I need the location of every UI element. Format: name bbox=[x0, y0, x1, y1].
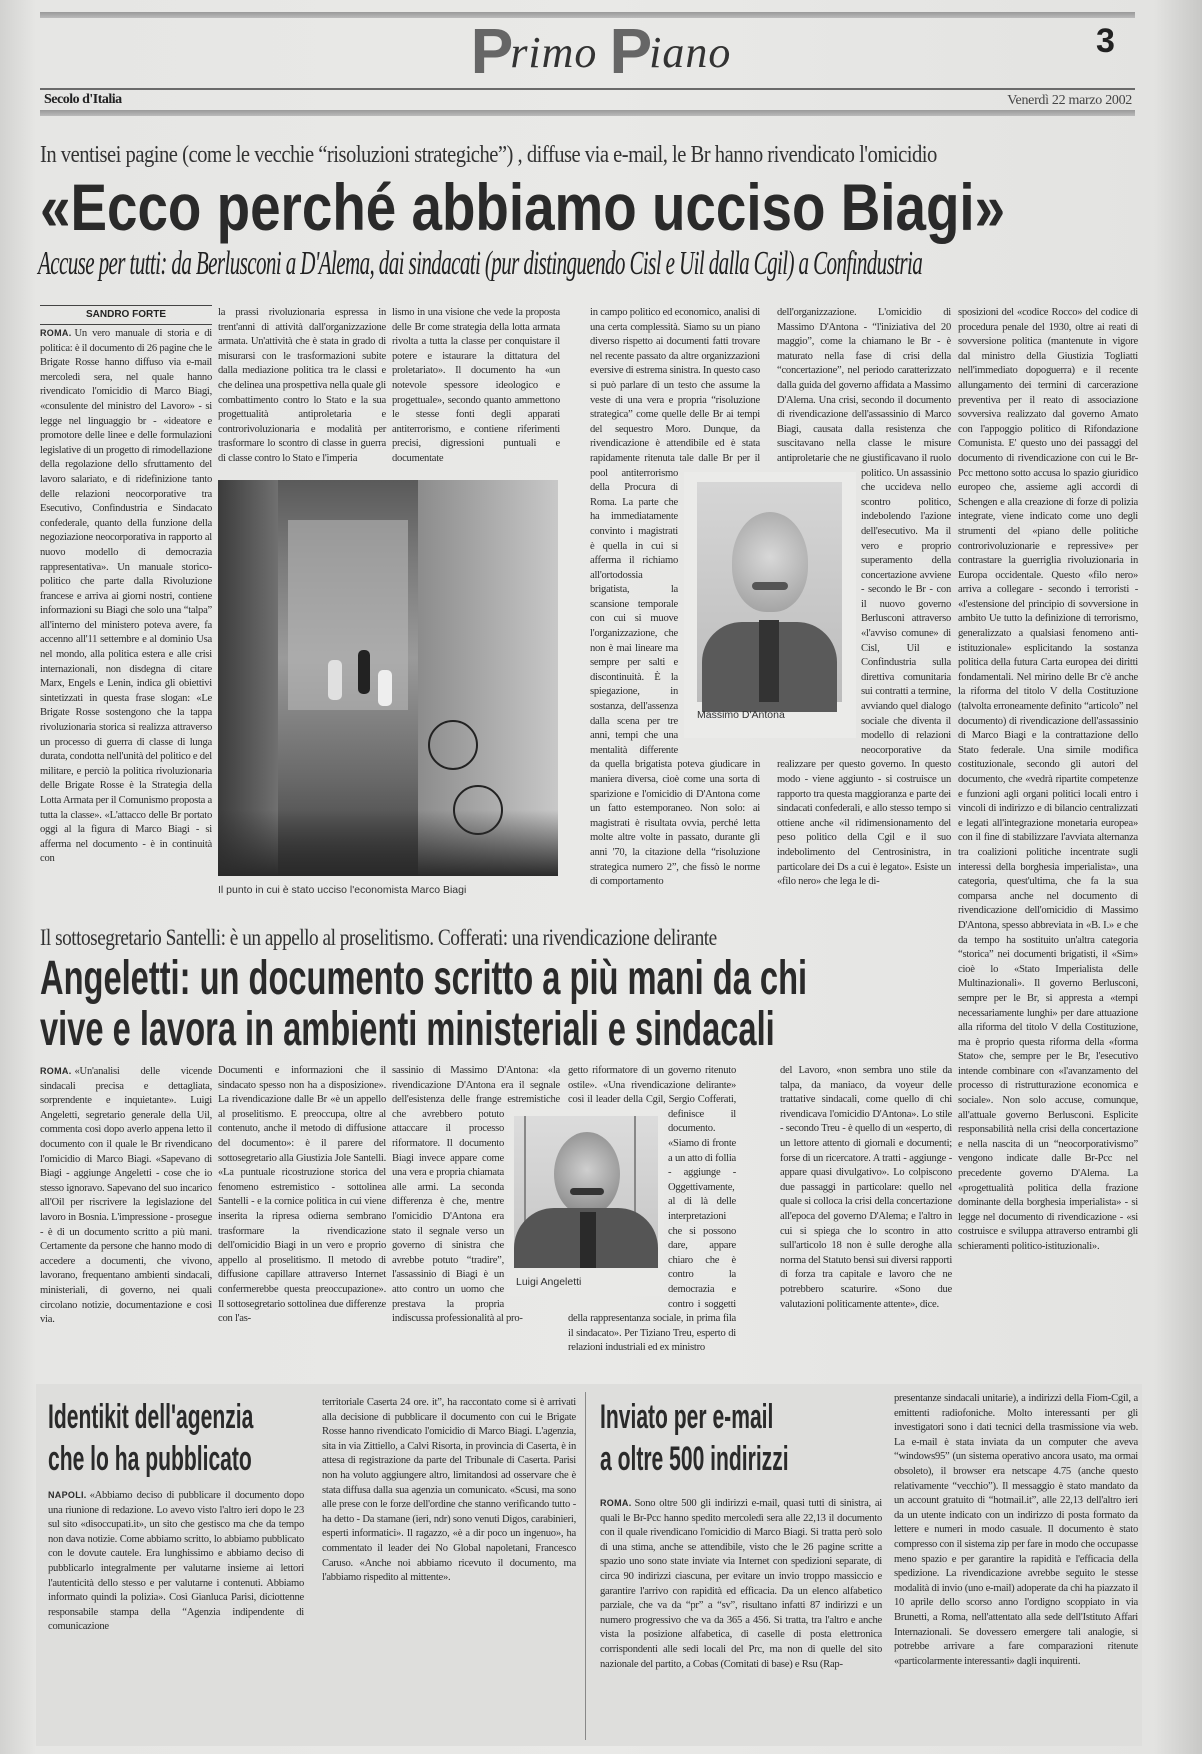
section-title bbox=[0, 15, 1202, 87]
column-text: territoriale Caserta 24 ore. it”, ha raccontato come si è arrivati alla decisione di pubblicare il documento con cui le Brigate Rosse hanno rivendicato l'omicidio di Marco Biagi. L'agenzia, sita in via Zittiello, a Calvi Risorta, in provincia di Caserta, è in attesa di registrazione da parte del Tribunale di Caserta. Parisi non ha voluto aggiungere altro, limitandosi ad osservare che è stata diffusa dalla sua agenzia un comunicato. «Scusi, ma sono alle prese con le forze dell'ordine che stanno verificando tutto - ha detto - Da stamane (ieri, ndr) sono venuti Digos, carabinieri, esperti informatici». Il ragazzo, «è a dir poco un ingenuo», ha commentato il leader dei No Global napoletani, Francesco Caruso. «Anche noi abbiamo ricevuto il documento, ma l'abbiamo rispedito al mittente». bbox=[322, 1397, 576, 1584]
portrait-caption: Massimo D'Antona bbox=[697, 709, 785, 721]
column-text: la prassi rivoluzionaria espressa in trent'anni di attività dall'organizzazione armata. Un'attività che è stata in grado di misurarsi con le trasformazioni subite dalla mediazione politica tra le classi e che delinea una prospettiva nella quale gli combattimento contro lo Stato e la sua progettualità antiproletaria e controrivoluzionaria e modalità per trasformare lo scontro di classe in guerra di classe contro lo Stato e l'imperia bbox=[218, 307, 386, 464]
column-text: del Lavoro, «non sembra uno stile da talpa, da maniaco, da voyeur delle trattative sindacali, come quello di chi rivendicava l'omicidio D'Antona». Lo stile - secondo Treu - è quello di un «esperto, di un lettore attento di giornali e documenti; forse di un ricercatore. A tratti - aggiunge - appare quasi divulgativo». Lo colpiscono due passaggi in particolare: quello nel quale si colloca la crisi della concertazione all'epoca del governo D'Alema; e l'altro in cui si spiega che lo scontro in atto sull'articolo 18 non è sulle deroghe alla norma del Statuto bensì sui diversi rapporti di forza tra capitale e lavoro che ne potrebbero scaturire. «Sono due valutazioni politicamente attente», dice. bbox=[780, 1065, 953, 1310]
dateline: ROMA. bbox=[40, 328, 72, 338]
main-subhead: Accuse per tutti: da Berlusconi a D'Alema, dai sindacati (pur distinguendo Cisl e Uil dalla Cgil) a Confindustria bbox=[38, 245, 923, 282]
article-column bbox=[600, 1496, 882, 1742]
second-headline-line2: vive e lavora in ambienti ministeriali e sindacali bbox=[40, 1003, 775, 1056]
section-word: iano bbox=[649, 28, 732, 77]
article-column bbox=[780, 1064, 953, 1310]
main-headline: «Ecco perché abbiamo ucciso Biagi» bbox=[40, 170, 1006, 244]
headline-line: Inviato per e-mail bbox=[600, 1398, 774, 1436]
box-right-headline bbox=[600, 1396, 789, 1480]
dateline: NAPOLI. bbox=[48, 1490, 87, 1500]
portrait-caption: Luigi Angeletti bbox=[516, 1276, 582, 1288]
byline: SANDRO FORTE bbox=[40, 305, 212, 325]
article-column bbox=[218, 1064, 386, 1325]
portrait-photo-angeletti bbox=[514, 1116, 658, 1268]
column-text: dell'organizzazione. L'omicidio di Massimo D'Antona - “l'iniziativa del 20 maggio”, come la chiamano le Br - è maturato nella fase di crisi della “concertazione”, nel periodo caratterizzato dalla guida del governo affidata a Massimo D'Alema. Una crisi, secondo il documento di rivendicazione dell'assassinio di Marco Biagi, causata dalla resistenza che suscitavano nella classe le misure antiproletarie che ne giustificavano il ruolo politico. Un assassinio che uccideva nello scontro politico, indebolendo l'azione dell'esecutivo. Ma il vero e proprio superamento della concertazione avviene - secondo le Br - con il nuovo governo Berlusconi attraverso «l'avviso comune» di Cisl, Uil e Confindustria sulla direttiva comunitaria sui contratti a termine, avviando quel dialogo sociale che diventa il modello di relazioni neocorporative da realizzare per questo governo. In questo modo - viene aggiunto - si costruisce un rapporto tra questa maggioranza e parte dei sindacati confederali, e allo stesso tempo si ottiene anche «il ridimensionamento del peso politico della Cgil e il suo indebolimento del Centrosinistra, in particolare dei Ds a cui è legato». Esiste un «filo nero» che lega le di- bbox=[777, 307, 951, 888]
second-kicker: Il sottosegretario Santelli: è un appello al proselitismo. Cofferati: una rivendicazione delirante bbox=[40, 925, 717, 950]
column-text: in campo politico ed economico, analisi di una certa complessità. Siamo su un piano diverso rispetto ai documenti fatti trovare nel recente passato da altre organizzazioni eversive di estrema sinistra. In questo caso si può parlare di un testo che assume la veste di una vera e propria “risoluzione strategica” come quelle delle Br ai tempi del sequestro Moro. Dunque, da rivendicazione è attendibile ed è stata rapidamente ritenuta tale dalle Br per il pool antiterrorismo della Procura di Roma. La parte che ha immediatamente convinto i magistrati è quella in cui si afferma il richiamo all'ortodossia brigatista, la scansione temporale con cui si muove l'organizzazione, che non è mai lineare ma sempre per salti e discontinuità. È la spiegazione, in sostanza, dell'assenza dalla scena per tre anni, tempi che una mentalità differente da quella brigatista poteva giudicare in maniera diversa, cioè come una sorta di sparizione e l'omicidio di D'Antona come un fatto estemporaneo. Non solo: ai magistrati è risultata ovvia, perché letta molte altre volte in passato, durante gli anni '70, la citazione della “risoluzione strategica numero 2”, che fissò le norme di comportamento bbox=[590, 307, 760, 888]
main-kicker: In ventisei pagine (come le vecchie “risoluzioni strategiche”) , diffuse via e-mail, le Br hanno rivendicato l'omicidio bbox=[40, 142, 937, 168]
headline-line: che lo ha pubblicato bbox=[48, 1440, 252, 1478]
dateline: ROMA. bbox=[600, 1498, 632, 1508]
column-text: sposizioni del «codice Rocco» del codice di procedura penale del 1930, oltre ai reati di sovversione politica (mantenute in vigore dal ministro della Giustizia Togliatti nell'immediato dopoguerra) e il recente allungamento dei termini di carcerazione preventiva per il reato di associazione sovversiva realizzato dal governo Amato con l'appoggio politico di Rifondazione Comunista. E' questo uno dei passaggi del documento di rivendicazione con cui le Br-Pcc mettono sotto accusa lo spazio giuridico europeo che, assieme agli accordi di Schengen e alla creazione di forze di polizia integrate, viene indicato come uno degli strumenti del «piano delle politiche controrivoluzionarie e repressive» per contrastare la guerriglia rivoluzionaria in Europa occidentale. Questo «filo nero» arriva a collegare - secondo i terroristi - «l'estensione del principio di sovversione in ambito Ue tutto la definizione di terrorismo, generalizzato a qualsiasi fenomeno anti-istituzionale» esplicitando la sostanza politica della futura Carta europea dei diritti fondamentali. Nel mirino delle Br c'è anche la riforma del titolo V della Costituzione (talvolta erroneamente definito “articolo” nel documento) di rivendicazione dell'assassinio di Marco Biagi e la contrattazione dello Stato federale. Una simile modifica costituzionale, secondo gli autori del documento, che «vedrà ripartite competenze e funzioni agli organi politici locali entro i vincoli di indirizzo e di bilancio centralizzati e legati all'integrazione monetaria europea» con il fine di stabilizzare l'avviata alternanza tra coalizioni politiche incentrate sugli interessi della borghesia imperialista», una categoria, quest'ultima, che fa la sua comparsa anche nel documento di rivendicazione dell'omicidio di Massimo D'Antona, spesso abbreviata in «B. I.» e che da tempo ha sostituito un'altra categoria “storica” nei documenti brigatisti, il «Sim» cioè lo «Stato Imperialista delle Multinazionali». Il governo Berlusconi, sempre per le Br, si appresta a «tempi necessariamente lunghi» per dare attuazione alla riforma del titolo V della Costituzione, ma è proprio questa riforma della «forma Stato» che, sempre per le Br, l'esecutivo intende combinare con «l'avanzamento del processo di ristrutturazione economica e sociale». Non solo accuse, comunque, all'attuale governo Berlusconi. Esplicite responsabilità nella crisi della concertazione e nella nascita di un “neocorporativismo” vengono indicate dalle Br-Pcc nel precedente governo D'Alema. La «progettualità politica della frazione dominante della borghesia imperialista» - si legge nel documento di rivendicazione - «si costruisce e sviluppa attraverso entrambi gli schieramenti politico-istituzionali». bbox=[958, 307, 1138, 1252]
section-initial: P bbox=[470, 15, 515, 87]
column-text: «Un'analisi delle vicende sindacali precisa e dettagliata, sorprendente e inquietante». Luigi Angeletti, segretario generale della Uil, commenta così dopo averlo appena letto il documento con il quale le Br rivendicano l'omicidio di Marco Biagi. «Sapevano di Biagi - aggiunge Angeletti - cose che io stesso ignoravo. Sapevano del suo incarico all'Oil per riscrivere la legislazione del lavoro in Bosnia. L'impressione - prosegue - è di un documento scritto a più mani. Certamente da persone che hanno modo di accedere a documenti, che vivono, lavorano, frequentano ambienti sindacali, ministeriali, di governo, nei quali circolano notizie, documentazione e così via. bbox=[40, 1066, 212, 1326]
article-column bbox=[40, 1064, 212, 1326]
page-number: 3 bbox=[1096, 22, 1115, 60]
photo-caption: Il punto in cui è stato ucciso l'economista Marco Biagi bbox=[218, 884, 467, 896]
column-text: «Abbiamo deciso di pubblicare il documento dopo una riunione di redazione. Lo avevo visto l'altro ieri dopo le 23 sul sito «disoccupati.it», un sito che gestisco ma che da tempo non dava notizie. Come abbiamo scritto, lo abbiamo pubblicato con le dovute cautele. Era lunghissimo e abbiamo deciso di pubblicarlo integralmente per valutarne insieme ai lettori l'autenticità dello stesso e per valutarne i contenuti. Abbiamo informato quindi la polizia». Così Gianluca Parisi, diciottenne responsabile stampa della “Agenzia indipendente di comunicazione bbox=[48, 1490, 304, 1633]
article-column bbox=[777, 306, 951, 888]
second-headline-line1: Angeletti: un documento scritto a più mani da chi bbox=[40, 952, 808, 1005]
column-text: Sono oltre 500 gli indirizzi e-mail, quasi tutti di sinistra, ai quali le Br-Pcc hanno spedito mercoledì sera alle 22,13 il documento con il quale rivendicano l'omicidio di Marco Biagi. Si tratta però solo di una stima, anche se attendibile, visto che le 26 pagine scritte a spazio uno sono state inviate via Internet con spedizioni separate, di circa 90 indirizzi ciascuna, per evitare un invio troppo massiccio e garantire l'arrivo con rapidità ed efficacia. Da un elenco alfabetico parziale, che va da “pr” a “sv”, risultano infatti 87 indirizzi e un numero progressivo che va da 365 a 456. Si tratta, tra l'altro e anche vista la posizione alfabetica, di caselle di posta elettronica corrispondenti alle sedi locali del Prc, ma non di quelle del sito nazionale del partito, a Cobas (Comitati di base) e Rsu (Rap- bbox=[600, 1498, 882, 1670]
issue-date: Venerdì 22 marzo 2002 bbox=[1007, 93, 1132, 108]
header-rule-bottom bbox=[40, 110, 1135, 116]
article-column bbox=[958, 306, 1138, 1294]
article-column bbox=[322, 1396, 576, 1742]
masthead: Secolo d'Italia bbox=[44, 92, 122, 107]
headline-line: a oltre 500 indirizzi bbox=[600, 1440, 789, 1478]
header-rule bbox=[40, 88, 1135, 90]
article-column bbox=[48, 1488, 304, 1742]
article-column bbox=[40, 326, 212, 882]
portrait-frame bbox=[508, 1110, 664, 1296]
box-divider bbox=[585, 1392, 586, 1740]
portrait-space bbox=[777, 470, 861, 748]
dateline: ROMA. bbox=[40, 1066, 72, 1076]
column-text: Documenti e informazioni che il sindacato spesso non ha a disposizione». La rivendicazione dalle Br «è un appello al proselitismo. E preoccupa, oltre al contenuto, anche il metodo di diffusione del documento»: è il parere del sottosegretario alla Giustizia Jole Santelli. «La puntuale ricostruzione storica del fenomeno estremistico - sottolinea Santelli - e la cornice politica in cui viene inserita la ripresa odierna sembrano trasformare la rivendicazione dell'omicidio Biagi in un vero e proprio appello al proselitismo. Il metodo di diffusione capillare attraverso Internet confermerebbe questa preoccupazione». Il sottosegretario sottolinea due differenze con l'as- bbox=[218, 1065, 386, 1325]
article-column bbox=[218, 306, 386, 466]
headline-line: Identikit dell'agenzia bbox=[48, 1398, 254, 1436]
article-column bbox=[392, 306, 560, 466]
box-left-headline bbox=[48, 1396, 253, 1480]
column-text: presentanze sindacali unitarie), a indirizzi della Fiom-Cgil, a emittenti radiofoniche. Molto interessanti per gli investigatori sono i dati tecnici della trasmissione via web. La e-mail è stata inviata da un computer che aveva “windows95” (un sistema operativo ancora usato, ma ormai obsoleto), il browser era netscape 4.75 (anche questo relativamente “vecchio”). Il messaggio è stato mandato da un account gratuito di “hotmail.it”, alle 22,13 dell'altro ieri da un utente indicato con un indirizzo di posta formato da lettere e numeri in modo casuale. Il documento è stato compresso con il sistema zip per fare in modo che occupasse meno spazio e per garantire la rapidità e l'efficacia della spedizione. La rivendicazione avrebbe seguito le stesse modalità di invio (uno e-mail) adoperate da chi ha piazzato il 10 aprile dello scorso anno l'ordigno scoppiato in via Brunetti, a Roma, nell'attentato alla sede dell'Istituto Affari Internazionali. Se dovessero emergere tali analogie, si potrebbe arrivare a fare comparazioni ritenute «particolarmente interessanti» dagli inquirenti. bbox=[894, 1393, 1138, 1667]
crime-scene-photo bbox=[218, 480, 558, 876]
column-text: getto riformatore di un governo ritenuto ostile». «Una rivendicazione delirante» così il leader della Cgil, Sergio Cofferati, definisce il documento. «Siamo di fronte a un atto di follia - aggiunge - Oggettivamente, al di là delle interpretazioni che si possono dare, appare chiaro che è contro la democrazia e contro i soggetti della rappresentanza sociale, in prima fila il sindacato». Per Tiziano Treu, esperto di relazioni industriali ed ex ministro bbox=[568, 1065, 736, 1354]
column-text: lismo in una visione che vede la proposta delle Br come strategia della lotta armata rivolta a tutta la classe per conquistare il potere e istaurare la dittatura del proletariato». Il documento ha «un notevole spessore ideologico e progettuale», secondo quanto ammettono le stesse fonti degli apparati antiterrorismo, e contiene riferimenti precisi, digressioni puntuali e documentate bbox=[392, 307, 560, 464]
article-column bbox=[894, 1392, 1138, 1742]
column-text: sassinio di Massimo D'Antona: «la rivendicazione D'Antona era il segnale dell'esistenza delle frange estremistiche che avrebbero potuto attaccare il processo riformatore. Il documento Biagi invece appare come una vera e propria chiamata alle armi. La seconda differenza è che, mentre l'omicidio D'Antona era stato il segnale verso un governo di sinistra che avrebbe potuto “tradire”, l'assassinio di Biagi è un atto contro un uomo che prestava la propria indiscussa professionalità al pro- bbox=[392, 1065, 560, 1325]
section-word: rimo bbox=[510, 28, 598, 77]
column-text: Un vero manuale di storia e di politica: è il documento di 26 pagine che le Brigate Rosse hanno diffuso via e-mail mercoledì sera, nel quale hanno rivendicato l'omicidio di Marco Biagi, «consulente del ministro del Lavoro» - si legge nel linguaggio br - «ideatore e promotore delle linee e delle formulazioni legislative di un progetto di rimodellazione della regolazione dello sfruttamento del lavoro salariato, e di ridefinizione tanto delle relazioni neocorporative tra Esecutivo, Confindustria e Sindacato confederale, quanto della funzione della negoziazione neocorporativa in rapporto al nuovo modello di democrazia rappresentativa». Un manuale storico-politico che parte dalla Rivoluzione francese e arriva ai giorni nostri, contiene informazioni su Biagi che solo una “talpa” all'interno del ministero poteva avere, fa accenno all'11 settembre e al dominio Usa nel mondo, alla politica estera e alle crisi internazionali, non disdegna di citare Marx, Engels e Lenin, indica gli obiettivi sintetizzati in questa frase slogan: «Le Brigate Rosse sostengono che la tappa rivoluzionaria storica si realizza attraverso un processo di guerra di classe di lunga durata, condotta nell'unità del politico e del militare, e perciò la politica rivoluzionaria delle Brigate Rosse è la Strategia della Lotta Armata per il Comunismo proposta a tutta la classe». «L'attacco delle Br portato oggi al la figura di Marco Biagi - si afferma nel documento - è in continuità con bbox=[40, 328, 212, 865]
section-initial: P bbox=[609, 15, 654, 87]
